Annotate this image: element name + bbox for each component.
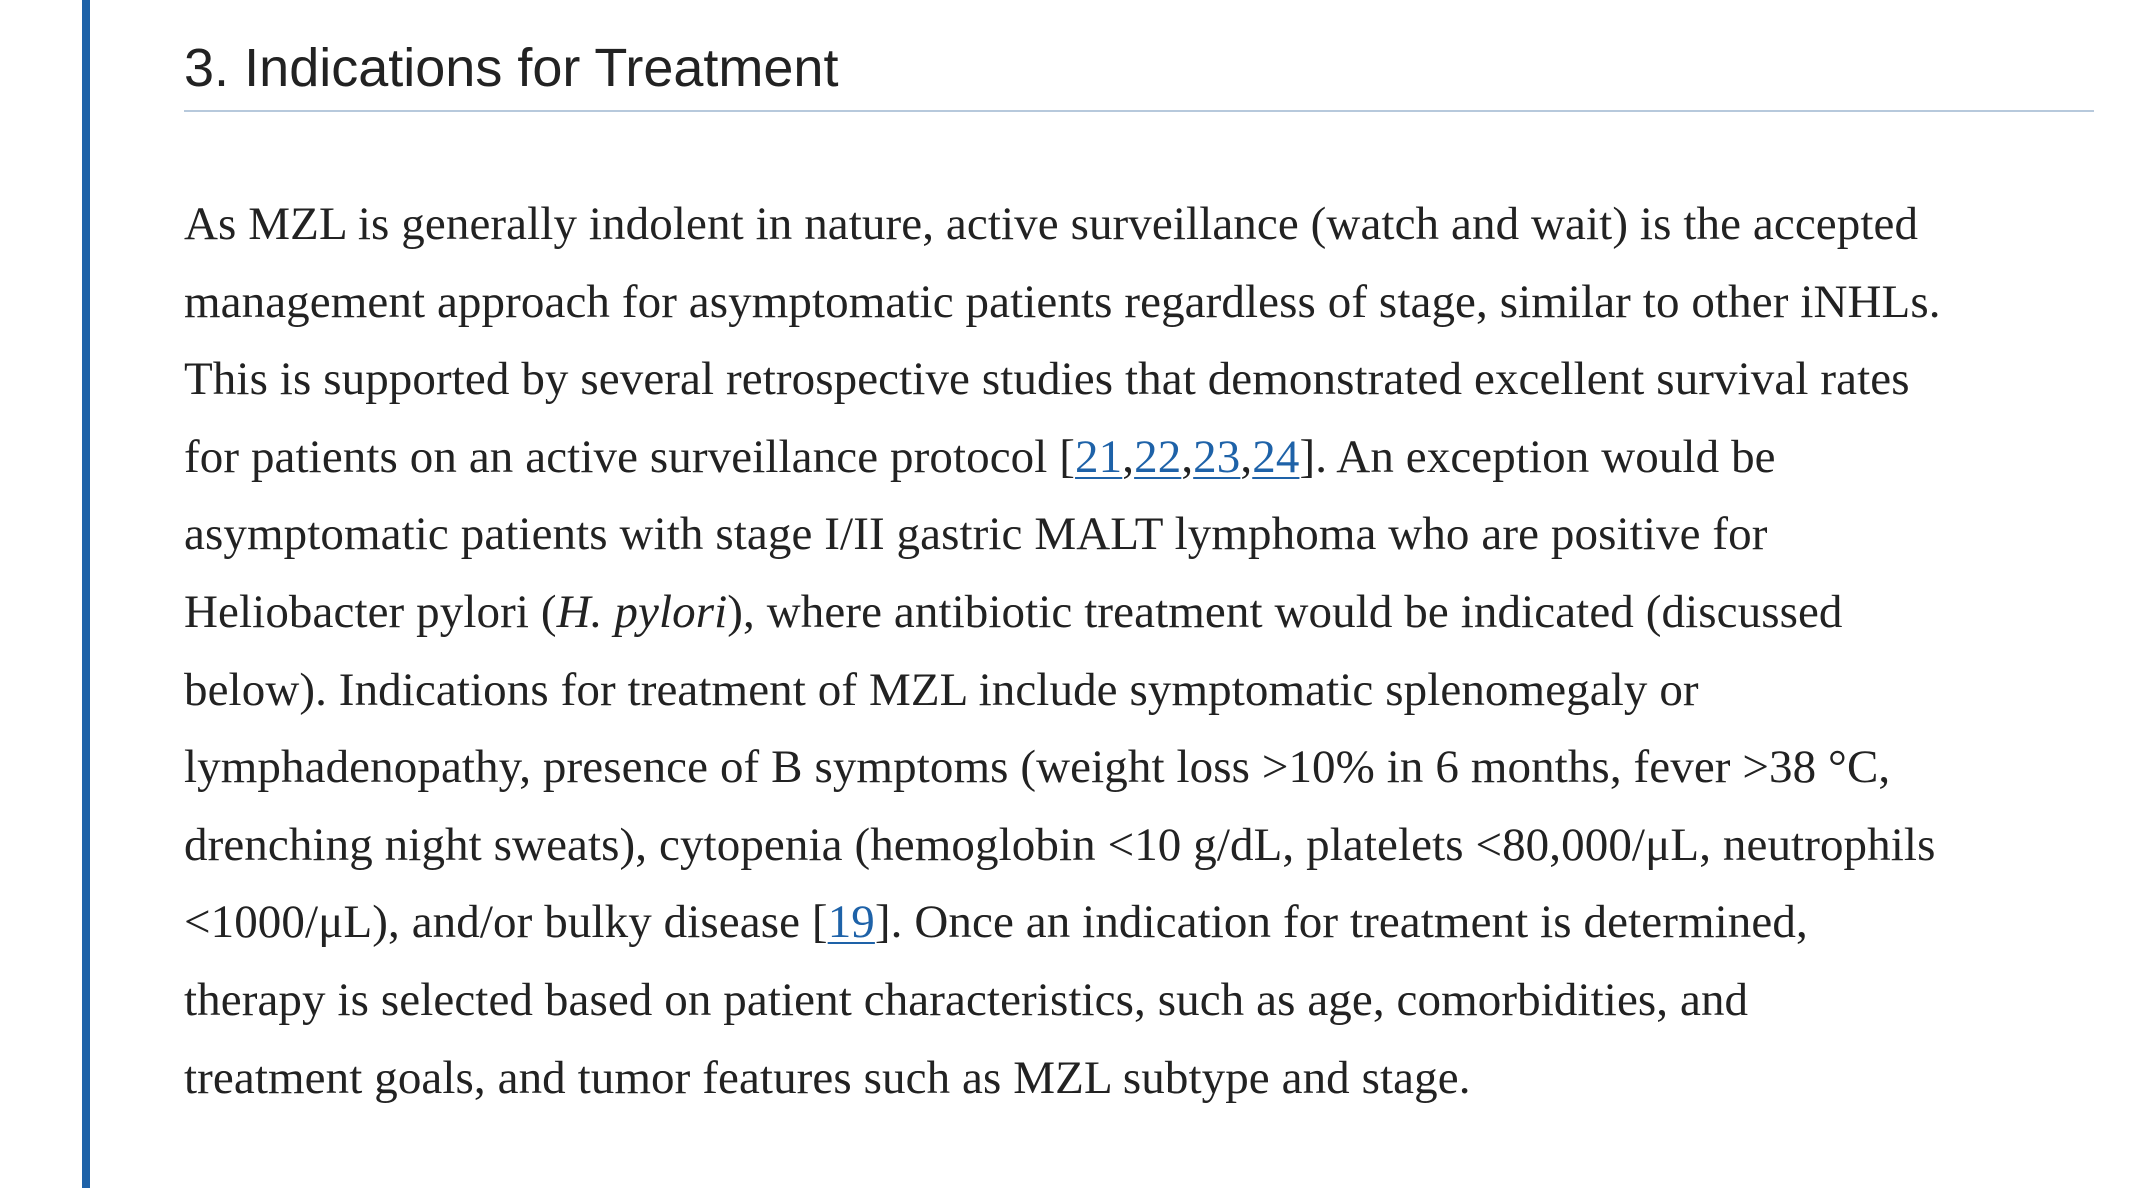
- paragraph-line: asymptomatic patients with stage I/II gastric MALT lymphoma who are positive for: [184, 508, 1768, 561]
- text-fragment: ]. Once an indication for treatment is determined,: [874, 896, 1808, 949]
- section-number: 3.: [184, 38, 230, 98]
- text-fragment: ), where antibiotic treatment would be indicated (discussed: [727, 585, 1843, 638]
- paragraph-line: [184, 419, 2094, 497]
- section-indications-for-treatment: [184, 0, 2094, 1117]
- paragraph-line: treatment goals, and tumor features such as MZL subtype and stage.: [184, 1051, 1471, 1104]
- citation-separator: ,: [1240, 430, 1253, 483]
- paragraph-line: management approach for asymptomatic patients regardless of stage, similar to other iNHLs.: [184, 275, 1941, 328]
- paragraph-line: As MZL is generally indolent in nature, active surveillance (watch and wait) is the accepted: [184, 198, 1919, 250]
- section-heading: [184, 0, 2094, 112]
- text-fragment: <1000/μL), and/or bulky disease [: [184, 896, 828, 949]
- paragraph-line: therapy is selected based on patient characteristics, such as age, comorbidities, and: [184, 973, 1749, 1026]
- citation-link-19[interactable]: 19: [827, 896, 875, 949]
- italic-species-name: H. pylori: [556, 585, 728, 638]
- paragraph-line: This is supported by several retrospective studies that demonstrated excellent survival rates: [184, 353, 1910, 406]
- citation-link-23[interactable]: 23: [1193, 430, 1241, 483]
- citation-link-21[interactable]: 21: [1075, 430, 1123, 483]
- text-fragment: for patients on an active surveillance protocol [: [184, 430, 1076, 483]
- section-accent-bar: [82, 0, 90, 1188]
- body-paragraph: [184, 112, 2094, 1117]
- paragraph-line: [184, 574, 2094, 652]
- text-fragment: Heliobacter pylori (: [184, 585, 557, 638]
- text-fragment: ]. An exception would be: [1299, 430, 1776, 483]
- citation-separator: ,: [1122, 430, 1135, 483]
- paragraph-line: below). Indications for treatment of MZL include symptomatic splenomegaly or: [184, 663, 1699, 716]
- citation-link-24[interactable]: 24: [1252, 430, 1300, 483]
- paragraph-line: drenching night sweats), cytopenia (hemoglobin <10 g/dL, platelets <80,000/μL, neutrophils: [184, 818, 1936, 871]
- section-title: Indications for Treatment: [244, 38, 839, 98]
- citation-link-22[interactable]: 22: [1134, 430, 1182, 483]
- paragraph-line: [184, 884, 2094, 962]
- paragraph-line: lymphadenopathy, presence of B symptoms (weight loss >10% in 6 months, fever >38 °C,: [184, 741, 1891, 794]
- citation-separator: ,: [1181, 430, 1194, 483]
